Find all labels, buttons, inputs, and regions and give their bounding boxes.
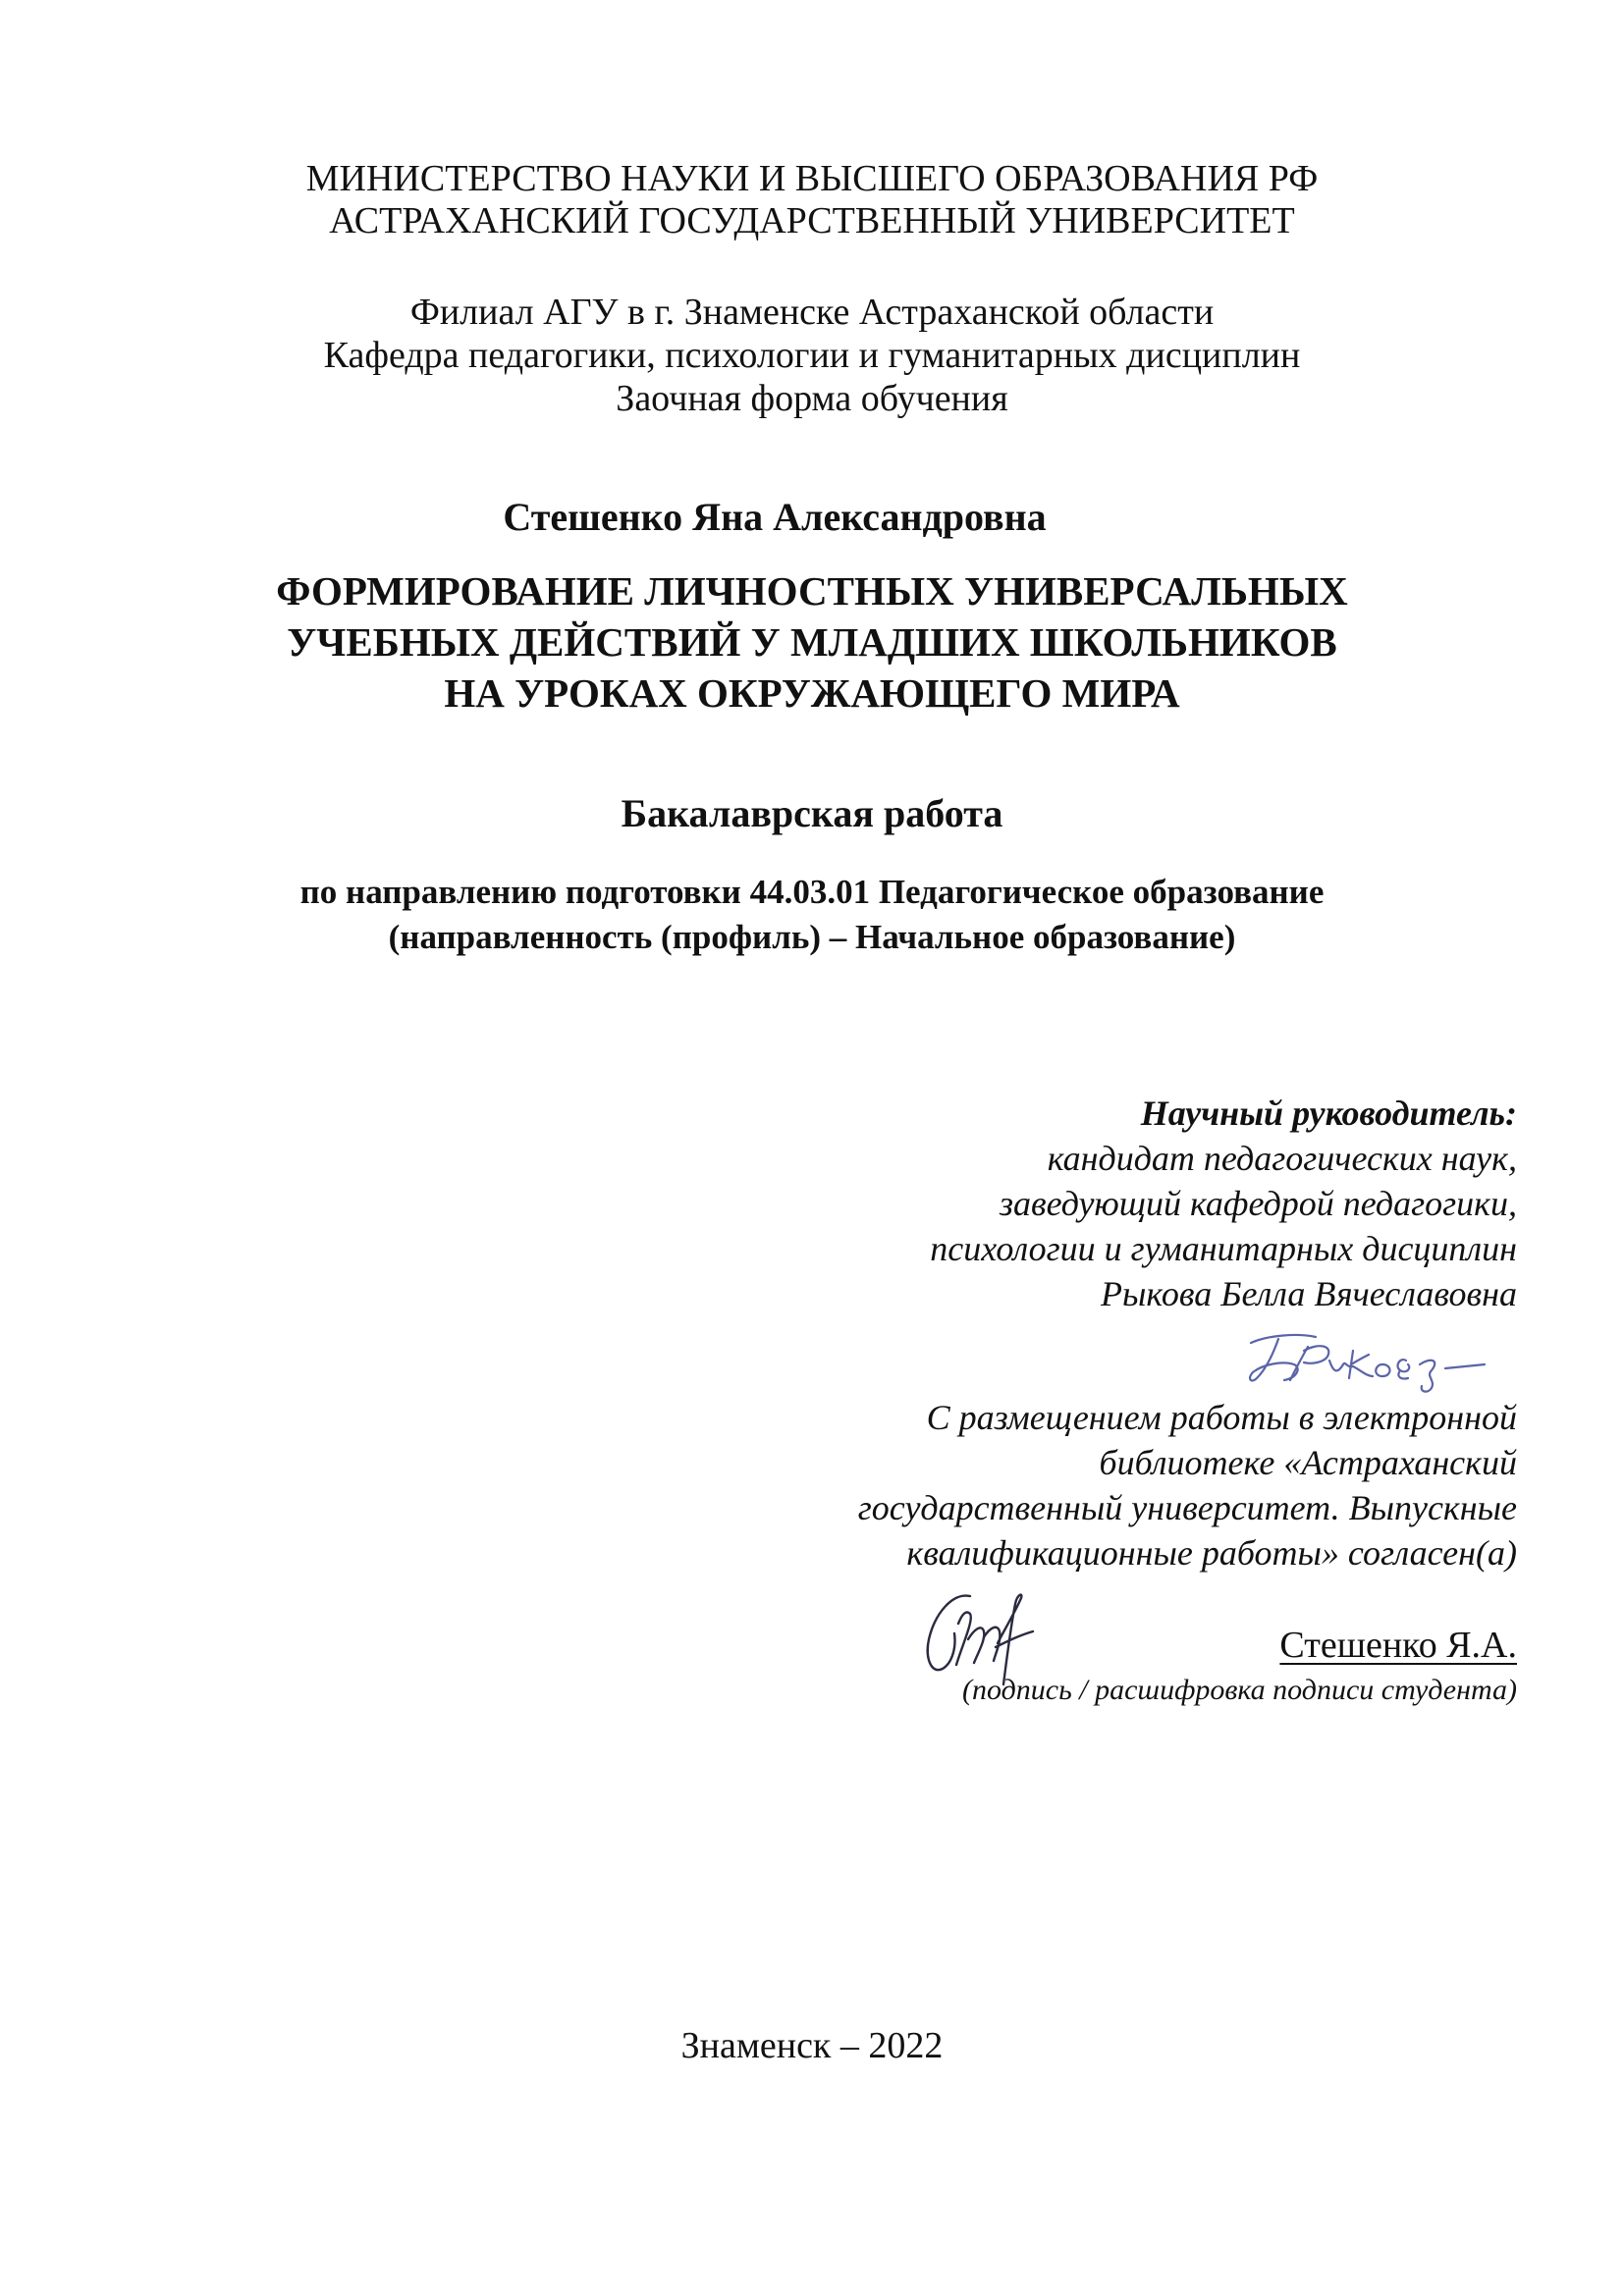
consent-line-2: библиотеке «Астраханский <box>1099 1443 1517 1482</box>
city-year: Знаменск – 2022 <box>680 2025 944 2066</box>
study-form-line: Заочная форма обучения <box>616 378 1008 419</box>
branch-line: Филиал АГУ в г. Знаменске Астраханской области <box>409 292 1215 333</box>
university-line: АСТРАХАНСКИЙ ГОСУДАРСТВЕННЫЙ УНИВЕРСИТЕТ <box>329 200 1295 241</box>
title-line-3: НА УРОКАХ ОКРУЖАЮЩЕГО МИРА <box>444 670 1180 716</box>
supervisor-signature <box>1239 1321 1504 1400</box>
work-type: Бакалаврская работа <box>621 791 1003 835</box>
supervisor-line-1: кандидат педагогических наук, <box>1047 1139 1517 1178</box>
supervisor-line-2: заведующий кафедрой педагогики, <box>999 1184 1517 1223</box>
consent-line-3: государственный университет. Выпускные <box>857 1488 1517 1527</box>
supervisor-heading: Научный руководитель: <box>1140 1094 1517 1133</box>
student-name: Стешенко Я.А. <box>1279 1625 1517 1666</box>
consent-line-4: квалификационные работы» согласен(а) <box>906 1533 1517 1573</box>
title-line-2: УЧЕБНЫХ ДЕЙСТВИЙ У МЛАДШИХ ШКОЛЬНИКОВ <box>287 619 1337 665</box>
signature-caption: (подпись / расшифровка подписи студента) <box>962 1674 1517 1706</box>
direction-line-2: (направленность (профиль) – Начальное образование) <box>388 918 1236 956</box>
direction-line-1: по направлению подготовки 44.03.01 Педагогическое образование <box>299 873 1325 911</box>
consent-line-1: С размещением работы в электронной <box>926 1398 1517 1437</box>
supervisor-line-3: психологии и гуманитарных дисциплин <box>930 1229 1517 1268</box>
author-name: Стешенко Яна Александровна <box>503 495 1047 539</box>
department-line: Кафедра педагогики, психологии и гуманитарных дисциплин <box>323 335 1301 376</box>
title-line-1: ФОРМИРОВАНИЕ ЛИЧНОСТНЫХ УНИВЕРСАЛЬНЫХ <box>276 568 1348 614</box>
supervisor-line-4: Рыкова Белла Вячеславовна <box>1101 1274 1517 1313</box>
ministry-line: МИНИСТЕРСТВО НАУКИ И ВЫСШЕГО ОБРАЗОВАНИЯ РФ <box>305 158 1319 199</box>
